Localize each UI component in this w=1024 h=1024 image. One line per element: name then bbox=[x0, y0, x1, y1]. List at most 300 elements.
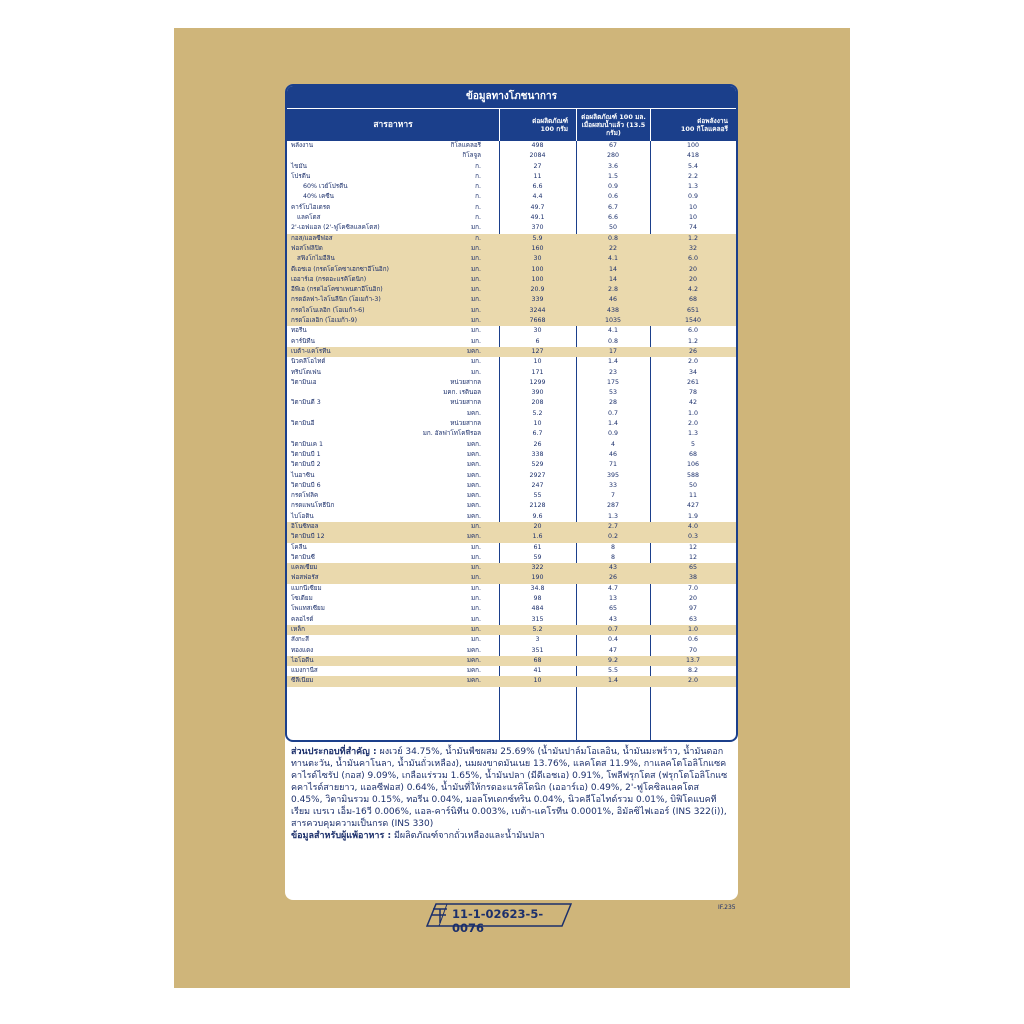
value-per-100kcal: 11 bbox=[688, 492, 697, 500]
table-row bbox=[287, 337, 736, 347]
value-per-100g: 351 bbox=[531, 646, 544, 654]
value-per-100kcal: 7.0 bbox=[687, 584, 698, 592]
nutrient-name: อิโนซิทอล bbox=[291, 522, 319, 530]
header-per-100ml-line1: ต่อผลิตภัณฑ์ 100 มล. bbox=[581, 113, 646, 121]
nutrient-unit: มก. bbox=[471, 327, 481, 335]
nutrient-unit: มก. bbox=[471, 286, 481, 294]
value-per-100g: 339 bbox=[531, 296, 544, 304]
nutrient-unit: มก. bbox=[471, 543, 481, 551]
value-per-100g: 11 bbox=[533, 172, 542, 180]
table-row bbox=[287, 326, 736, 336]
value-per-100ml: 2.7 bbox=[607, 522, 618, 530]
nutrient-name: 40% เคซีน bbox=[303, 193, 334, 201]
fda-registration bbox=[426, 903, 572, 935]
nutrient-unit: มก. bbox=[471, 615, 481, 623]
nutrient-unit: มคก. bbox=[466, 450, 481, 458]
value-per-100kcal: 20 bbox=[688, 275, 697, 283]
value-per-100kcal: 65 bbox=[688, 564, 697, 572]
table-row bbox=[287, 419, 736, 429]
value-per-100kcal: 1.2 bbox=[687, 234, 698, 242]
value-per-100kcal: 12 bbox=[688, 543, 697, 551]
ingredients-text: ผงเวย์ 34.75%, น้ำมันพืชผสม 25.69% (น้ำมันปาล์มโอเลอิน, น้ำมันมะพร้าว, น้ำมันดอกทานตะวัน, น้ำมันคาโนลา, น้ำมันถั่วเหลือง), นมผงขาดมันเนย 13.76%, แลคโตส 11.9%, กาแลคโตโอลิโกแซคคาไรด์ไซรัป (กอส) 9.09%, เกลือแร่รวม 1.65%, น้ำมันปลา (มีดีเอชเอ) 0.91%, โพลีฟรุกโตส (ฟรุกโตโอลิโกแซคคาไรด์สายยาว, แอลซีฟอส) 0.64%, น้ำมันที่ให้กรดอะแรคิโดนิก (เออาร์เอ) 0.49%, 2'-ฟูโคซิลแลคโตส 0.45%, วิตามินรวม 0.15%, ทอรีน 0.04%, มอลโทเดกซ์ทริน 0.04%, นิวคลีโอไทด์รวม 0.01%, บิฟิโดแบคทีเรียม เบรเว เอ็ม-16วี 0.006%, แอล-คาร์นิทีน 0.003%, เบต้า-แคโรทีน 0.0001%, อิมัลซิไฟเออร์ (INS 322(i)), สารควบคุมความเป็นกรด (INS 330) bbox=[291, 747, 728, 829]
value-per-100kcal: 6.0 bbox=[687, 327, 698, 335]
value-per-100g: 6.7 bbox=[532, 430, 543, 438]
header-per-100g-line2: 100 กรัม bbox=[540, 125, 568, 133]
table-row bbox=[287, 543, 736, 553]
header-per-100g-line1: ต่อผลิตภัณฑ์ bbox=[532, 117, 568, 125]
allergen-label: ข้อมูลสำหรับผู้แพ้อาหาร : bbox=[291, 831, 392, 841]
nutrient-name: เหล็ก bbox=[291, 625, 305, 633]
value-per-100g: 3 bbox=[535, 636, 540, 644]
value-per-100g: 1.6 bbox=[532, 533, 543, 541]
value-per-100ml: 5.5 bbox=[607, 667, 618, 675]
value-per-100ml: 9.2 bbox=[607, 656, 618, 664]
nutrient-unit: มคก. bbox=[466, 646, 481, 654]
nutrient-unit: มคก. bbox=[466, 512, 481, 520]
value-per-100g: 9.6 bbox=[532, 512, 543, 520]
nutrient-name: ทอรีน bbox=[291, 327, 307, 335]
nutrient-name: คาร์โบไฮเดรต bbox=[291, 203, 331, 211]
value-per-100g: 171 bbox=[531, 368, 544, 376]
table-row bbox=[287, 625, 736, 635]
nutrient-unit: ก. bbox=[475, 234, 481, 242]
value-per-100g: 20 bbox=[533, 522, 542, 530]
nutrient-name: แคลเซียม bbox=[291, 564, 318, 572]
value-per-100g: 68 bbox=[533, 656, 542, 664]
value-per-100kcal: 2.0 bbox=[687, 420, 698, 428]
nutrient-name: สังกะสี bbox=[291, 636, 309, 644]
table-row bbox=[287, 532, 736, 542]
nutrient-unit: มก. bbox=[471, 296, 481, 304]
nutrient-name: วิตามินบี 6 bbox=[291, 481, 321, 489]
table-row bbox=[287, 553, 736, 563]
value-per-100ml: 0.6 bbox=[607, 193, 618, 201]
value-per-100ml: 1.5 bbox=[607, 172, 618, 180]
value-per-100g: 61 bbox=[533, 543, 542, 551]
nutrient-name: โซเดียม bbox=[291, 595, 313, 603]
nutrient-name: สฟิงโกไมอีลิน bbox=[297, 255, 335, 263]
nutrient-name: นิวคลีโอไทด์ bbox=[291, 358, 326, 366]
value-per-100kcal: 38 bbox=[688, 574, 697, 582]
nutrient-name: วิตามินซี bbox=[291, 553, 315, 561]
nutrient-unit: มก. bbox=[471, 224, 481, 232]
value-per-100ml: 17 bbox=[608, 347, 617, 355]
nutrient-unit: มคก. bbox=[466, 347, 481, 355]
header-per-100kcal-line2: 100 กิโลแคลอรี bbox=[680, 125, 728, 133]
value-per-100kcal: 12 bbox=[688, 553, 697, 561]
value-per-100kcal: 427 bbox=[686, 502, 700, 510]
value-per-100g: 100 bbox=[531, 265, 544, 273]
value-per-100kcal: 8.2 bbox=[687, 667, 698, 675]
value-per-100g: 247 bbox=[531, 481, 544, 489]
value-per-100kcal: 70 bbox=[688, 646, 697, 654]
value-per-100kcal: 0.3 bbox=[687, 533, 698, 541]
nutrient-name: โคลีน bbox=[291, 543, 307, 551]
table-row bbox=[287, 182, 736, 192]
table-row bbox=[287, 378, 736, 388]
value-per-100kcal: 2.0 bbox=[687, 358, 698, 366]
table-row bbox=[287, 244, 736, 254]
value-per-100kcal: 2.0 bbox=[687, 677, 698, 685]
nutrient-name: กรดแพนโทธีนิก bbox=[291, 502, 335, 510]
value-per-100ml: 1.4 bbox=[607, 420, 618, 428]
value-per-100kcal: 1540 bbox=[684, 317, 702, 325]
nutrient-name: ซีลีเนียม bbox=[291, 677, 314, 685]
nutrient-name: พลังงาน bbox=[291, 142, 313, 149]
value-per-100ml: 4 bbox=[610, 440, 615, 448]
nutrient-unit: มก. bbox=[471, 595, 481, 603]
value-per-100kcal: 63 bbox=[688, 615, 697, 623]
nutrient-name: ดีเอชเอ (กรดโดโคซาเฮกซาอีโนอิก) bbox=[291, 265, 389, 273]
nutrient-unit: มก. bbox=[471, 337, 481, 345]
nutrient-name: แมกนีเซียม bbox=[291, 584, 322, 592]
nutrient-unit: มก. bbox=[471, 306, 481, 314]
nutrient-name: 2'-เอฟแอล (2'-ฟูโคซิลแลคโตส) bbox=[291, 224, 380, 232]
value-per-100kcal: 100 bbox=[686, 142, 700, 149]
value-per-100ml: 6.6 bbox=[607, 214, 618, 222]
value-per-100ml: 395 bbox=[606, 471, 620, 479]
table-row bbox=[287, 604, 736, 614]
value-per-100ml: 14 bbox=[608, 275, 617, 283]
value-per-100g: 49.7 bbox=[530, 203, 545, 211]
nutrient-unit: มก. bbox=[471, 265, 481, 273]
value-per-100g: 100 bbox=[531, 275, 544, 283]
value-per-100g: 98 bbox=[533, 595, 542, 603]
nutrient-name: วิตามินเอ bbox=[291, 378, 317, 386]
table-row bbox=[287, 151, 736, 161]
value-per-100ml: 65 bbox=[608, 605, 617, 613]
value-per-100g: 370 bbox=[531, 224, 544, 232]
table-row bbox=[287, 254, 736, 264]
nutrient-name: อีพีเอ (กรดไอโคซาเพนตาอีโนอิก) bbox=[291, 286, 383, 294]
nutrient-unit: มคก. bbox=[466, 492, 481, 500]
value-per-100ml: 67 bbox=[608, 142, 617, 149]
nutrient-unit: มก. bbox=[471, 625, 481, 633]
value-per-100ml: 0.7 bbox=[607, 625, 618, 633]
nutrient-unit: หน่วยสากล bbox=[450, 420, 481, 428]
table-row bbox=[287, 388, 736, 398]
value-per-100ml: 22 bbox=[608, 244, 617, 252]
value-per-100kcal: 68 bbox=[688, 296, 697, 304]
allergen-text: มีผลิตภัณฑ์จากถั่วเหลืองและน้ำมันปลา bbox=[393, 831, 545, 841]
nutrient-name: วิตามินบี 2 bbox=[291, 461, 321, 469]
nutrient-name: ไบโอติน bbox=[291, 512, 314, 520]
value-per-100ml: 1.4 bbox=[607, 677, 618, 685]
table-row bbox=[287, 172, 736, 182]
value-per-100g: 5.2 bbox=[532, 409, 543, 417]
nutrient-name: แลคโตส bbox=[297, 214, 321, 222]
value-per-100ml: 50 bbox=[608, 224, 617, 232]
value-per-100kcal: 651 bbox=[686, 306, 700, 314]
nutrient-name: เบต้า-แคโรทีน bbox=[291, 347, 331, 355]
nutrient-unit: มก. bbox=[471, 317, 481, 325]
nutrient-unit: มคก. bbox=[466, 481, 481, 489]
table-row bbox=[287, 234, 736, 244]
value-per-100ml: 8 bbox=[610, 543, 615, 551]
header-per-100ml bbox=[576, 109, 650, 141]
value-per-100ml: 71 bbox=[608, 461, 617, 469]
value-per-100kcal: 6.0 bbox=[687, 255, 698, 263]
nutrient-name: โพแทสเซียม bbox=[291, 605, 325, 613]
nutrient-unit: มคก. bbox=[466, 440, 481, 448]
table-row bbox=[287, 501, 736, 511]
value-per-100g: 3244 bbox=[529, 306, 546, 314]
value-per-100kcal: 78 bbox=[688, 389, 697, 397]
ingredients-label: ส่วนประกอบที่สำคัญ : bbox=[291, 747, 377, 757]
value-per-100ml: 28 bbox=[608, 399, 617, 407]
value-per-100g: 59 bbox=[533, 553, 542, 561]
table-row bbox=[287, 584, 736, 594]
value-per-100kcal: 1.9 bbox=[687, 512, 698, 520]
value-per-100g: 27 bbox=[533, 162, 542, 170]
nutrient-unit: มก. bbox=[471, 255, 481, 263]
value-per-100ml: 4.7 bbox=[607, 584, 618, 592]
value-per-100kcal: 10 bbox=[688, 214, 697, 222]
nutrient-unit: มคก. bbox=[466, 409, 481, 417]
nutrient-unit: มก. อัลฟาโทโคฟีรอล bbox=[422, 430, 481, 438]
value-per-100ml: 13 bbox=[608, 595, 617, 603]
nutrient-name: โปรตีน bbox=[291, 172, 311, 180]
nutrient-name: วิตามินเค 1 bbox=[291, 440, 323, 448]
value-per-100ml: 33 bbox=[608, 481, 617, 489]
nutrition-table bbox=[285, 84, 738, 742]
nutrient-name: ทริปโตเฟน bbox=[291, 368, 321, 376]
table-row bbox=[287, 460, 736, 470]
header-per-100kcal bbox=[650, 109, 736, 141]
table-row bbox=[287, 409, 736, 419]
value-per-100kcal: 97 bbox=[688, 605, 697, 613]
nutrient-name: กรดโอเลอิก (โอเมก้า-9) bbox=[291, 317, 358, 325]
header-per-100g bbox=[499, 109, 576, 141]
value-per-100kcal: 0.9 bbox=[687, 193, 698, 201]
nutrient-unit: มก. bbox=[471, 636, 481, 644]
value-per-100ml: 4.1 bbox=[607, 255, 618, 263]
nutrient-unit: ก. bbox=[475, 203, 481, 211]
value-per-100ml: 4.1 bbox=[607, 327, 618, 335]
table-row bbox=[287, 666, 736, 676]
value-per-100g: 30 bbox=[533, 255, 542, 263]
header-per-100ml-line2: เมื่อผสมน้ำแล้ว (13.5 กรัม) bbox=[581, 121, 646, 137]
value-per-100g: 26 bbox=[533, 440, 542, 448]
value-per-100ml: 1.4 bbox=[607, 358, 618, 366]
value-per-100kcal: 106 bbox=[686, 461, 700, 469]
nutrient-unit: มคก. bbox=[466, 656, 481, 664]
nutrient-unit: ก. bbox=[475, 162, 481, 170]
table-row bbox=[287, 357, 736, 367]
nutrient-name: ไนอาซิน bbox=[291, 471, 315, 479]
value-per-100kcal: 74 bbox=[688, 224, 697, 232]
nutrient-unit: หน่วยสากล bbox=[450, 399, 481, 407]
value-per-100g: 20.9 bbox=[530, 286, 545, 294]
value-per-100ml: 2.8 bbox=[607, 286, 618, 294]
table-row bbox=[287, 398, 736, 408]
nutrient-unit: มก. bbox=[471, 584, 481, 592]
nutrient-unit: มก. bbox=[471, 605, 481, 613]
value-per-100g: 5.2 bbox=[532, 625, 543, 633]
value-per-100kcal: 13.7 bbox=[685, 656, 701, 664]
value-per-100g: 41 bbox=[533, 667, 542, 675]
table-row bbox=[287, 512, 736, 522]
nutrient-unit: ก. bbox=[475, 172, 481, 180]
value-per-100g: 6.6 bbox=[532, 183, 543, 191]
value-per-100ml: 175 bbox=[606, 378, 620, 386]
table-row bbox=[287, 635, 736, 645]
value-per-100kcal: 1.2 bbox=[687, 337, 698, 345]
table-row bbox=[287, 203, 736, 213]
table-row bbox=[287, 656, 736, 666]
value-per-100ml: 23 bbox=[608, 368, 617, 376]
value-per-100ml: 0.8 bbox=[607, 234, 618, 242]
nutrient-unit: ก. bbox=[475, 214, 481, 222]
table-body bbox=[287, 141, 736, 741]
value-per-100ml: 287 bbox=[606, 502, 620, 510]
nutrient-unit: มก. bbox=[471, 275, 481, 283]
value-per-100g: 55 bbox=[533, 492, 542, 500]
value-per-100g: 2128 bbox=[529, 502, 546, 510]
value-per-100kcal: 10 bbox=[688, 203, 697, 211]
value-per-100ml: 0.8 bbox=[607, 337, 618, 345]
nutrient-name: วิตามินบี 12 bbox=[291, 533, 325, 541]
value-per-100ml: 0.2 bbox=[607, 533, 618, 541]
table-row bbox=[287, 491, 736, 501]
value-per-100g: 5.9 bbox=[532, 234, 543, 242]
value-per-100g: 10 bbox=[533, 358, 542, 366]
value-per-100ml: 46 bbox=[608, 296, 617, 304]
nutrient-unit: มก. bbox=[471, 368, 481, 376]
value-per-100g: 6 bbox=[535, 337, 540, 345]
table-row bbox=[287, 615, 736, 625]
value-per-100g: 30 bbox=[533, 327, 542, 335]
value-per-100ml: 26 bbox=[608, 574, 617, 582]
value-per-100ml: 0.9 bbox=[607, 430, 618, 438]
product-code: IF.235 bbox=[718, 904, 736, 911]
table-row bbox=[287, 429, 736, 439]
value-per-100ml: 1035 bbox=[604, 317, 622, 325]
value-per-100ml: 53 bbox=[608, 389, 617, 397]
table-row bbox=[287, 141, 736, 151]
value-per-100ml: 46 bbox=[608, 450, 617, 458]
value-per-100g: 322 bbox=[531, 564, 544, 572]
value-per-100g: 315 bbox=[531, 615, 544, 623]
nutrient-name: วิตามินดี 3 bbox=[291, 399, 321, 407]
table-row bbox=[287, 275, 736, 285]
value-per-100ml: 47 bbox=[608, 646, 617, 654]
value-per-100kcal: 4.0 bbox=[687, 522, 698, 530]
nutrient-unit: มคก. เรตินอล bbox=[443, 389, 481, 397]
value-per-100ml: 280 bbox=[606, 152, 620, 160]
value-per-100kcal: 20 bbox=[688, 595, 697, 603]
nutrient-name: ฟอสฟอรัส bbox=[291, 574, 319, 582]
table-row bbox=[287, 316, 736, 326]
value-per-100kcal: 68 bbox=[688, 450, 697, 458]
value-per-100ml: 43 bbox=[608, 564, 617, 572]
table-row bbox=[287, 223, 736, 233]
value-per-100kcal: 1.0 bbox=[687, 625, 698, 633]
table-row bbox=[287, 450, 736, 460]
table-row bbox=[287, 162, 736, 172]
table-row bbox=[287, 471, 736, 481]
header-per-100kcal-line1: ต่อพลังงาน bbox=[697, 117, 728, 125]
value-per-100ml: 1.3 bbox=[607, 512, 618, 520]
value-per-100ml: 438 bbox=[606, 306, 620, 314]
value-per-100g: 1299 bbox=[529, 378, 546, 386]
table-row bbox=[287, 213, 736, 223]
nutrient-unit: มคก. bbox=[466, 677, 481, 685]
value-per-100kcal: 50 bbox=[688, 481, 697, 489]
nutrient-name: ทองแดง bbox=[291, 646, 314, 654]
value-per-100g: 498 bbox=[531, 142, 544, 149]
nutrient-name: กอส/แอลซีฟอส bbox=[291, 234, 333, 242]
table-row bbox=[287, 481, 736, 491]
value-per-100g: 484 bbox=[531, 605, 544, 613]
value-per-100ml: 0.9 bbox=[607, 183, 618, 191]
nutrient-unit: มคก. bbox=[466, 502, 481, 510]
registration-number: 11-1-02623-5-0076 bbox=[452, 907, 544, 935]
nutrient-unit: มคก. bbox=[466, 461, 481, 469]
value-per-100kcal: 34 bbox=[688, 368, 697, 376]
value-per-100ml: 6.7 bbox=[607, 203, 618, 211]
table-row bbox=[287, 265, 736, 275]
value-per-100g: 208 bbox=[531, 399, 544, 407]
table-header bbox=[287, 109, 736, 141]
table-row bbox=[287, 368, 736, 378]
value-per-100kcal: 2.2 bbox=[687, 172, 698, 180]
value-per-100g: 10 bbox=[533, 420, 542, 428]
value-per-100ml: 3.6 bbox=[607, 162, 618, 170]
nutrient-name: คาร์นิทีน bbox=[291, 337, 315, 345]
value-per-100ml: 0.4 bbox=[607, 636, 618, 644]
nutrient-unit: ก. bbox=[475, 193, 481, 201]
nutrient-unit: มก. bbox=[471, 553, 481, 561]
table-row bbox=[287, 347, 736, 357]
value-per-100kcal: 418 bbox=[686, 152, 700, 160]
value-per-100g: 7668 bbox=[529, 317, 546, 325]
nutrient-name: วิตามินอี bbox=[291, 420, 315, 428]
nutrient-name: 60% เวย์โปรตีน bbox=[303, 183, 348, 191]
value-per-100kcal: 20 bbox=[688, 265, 697, 273]
value-per-100ml: 0.7 bbox=[607, 409, 618, 417]
nutrient-unit: กิโลจูล bbox=[462, 152, 481, 160]
value-per-100kcal: 32 bbox=[688, 244, 697, 252]
nutrient-name: ไขมัน bbox=[291, 162, 307, 170]
table-row bbox=[287, 646, 736, 656]
table-title: ข้อมูลทางโภชนาการ bbox=[287, 86, 736, 109]
table-row bbox=[287, 285, 736, 295]
value-per-100kcal: 1.0 bbox=[687, 409, 698, 417]
value-per-100kcal: 1.3 bbox=[687, 183, 698, 191]
value-per-100g: 4.4 bbox=[532, 193, 543, 201]
value-per-100kcal: 26 bbox=[688, 347, 697, 355]
table-row bbox=[287, 522, 736, 532]
header-nutrient: สารอาหาร bbox=[373, 120, 413, 130]
value-per-100g: 34.8 bbox=[530, 584, 545, 592]
value-per-100kcal: 4.2 bbox=[687, 286, 698, 294]
nutrient-unit: มคก. bbox=[466, 471, 481, 479]
value-per-100ml: 43 bbox=[608, 615, 617, 623]
table-row bbox=[287, 594, 736, 604]
nutrient-unit: มคก. bbox=[466, 667, 481, 675]
value-per-100g: 338 bbox=[531, 450, 544, 458]
nutrient-name: กรดไลโนเลอิก (โอเมก้า-6) bbox=[291, 306, 365, 314]
nutrient-name: กรดอัลฟา-ไลโนลีนิก (โอเมก้า-3) bbox=[291, 296, 381, 304]
value-per-100kcal: 5.4 bbox=[687, 162, 698, 170]
value-per-100kcal: 588 bbox=[686, 471, 700, 479]
value-per-100g: 190 bbox=[531, 574, 544, 582]
value-per-100kcal: 0.6 bbox=[687, 636, 698, 644]
value-per-100ml: 14 bbox=[608, 265, 617, 273]
table-row bbox=[287, 573, 736, 583]
table-row bbox=[287, 676, 736, 686]
